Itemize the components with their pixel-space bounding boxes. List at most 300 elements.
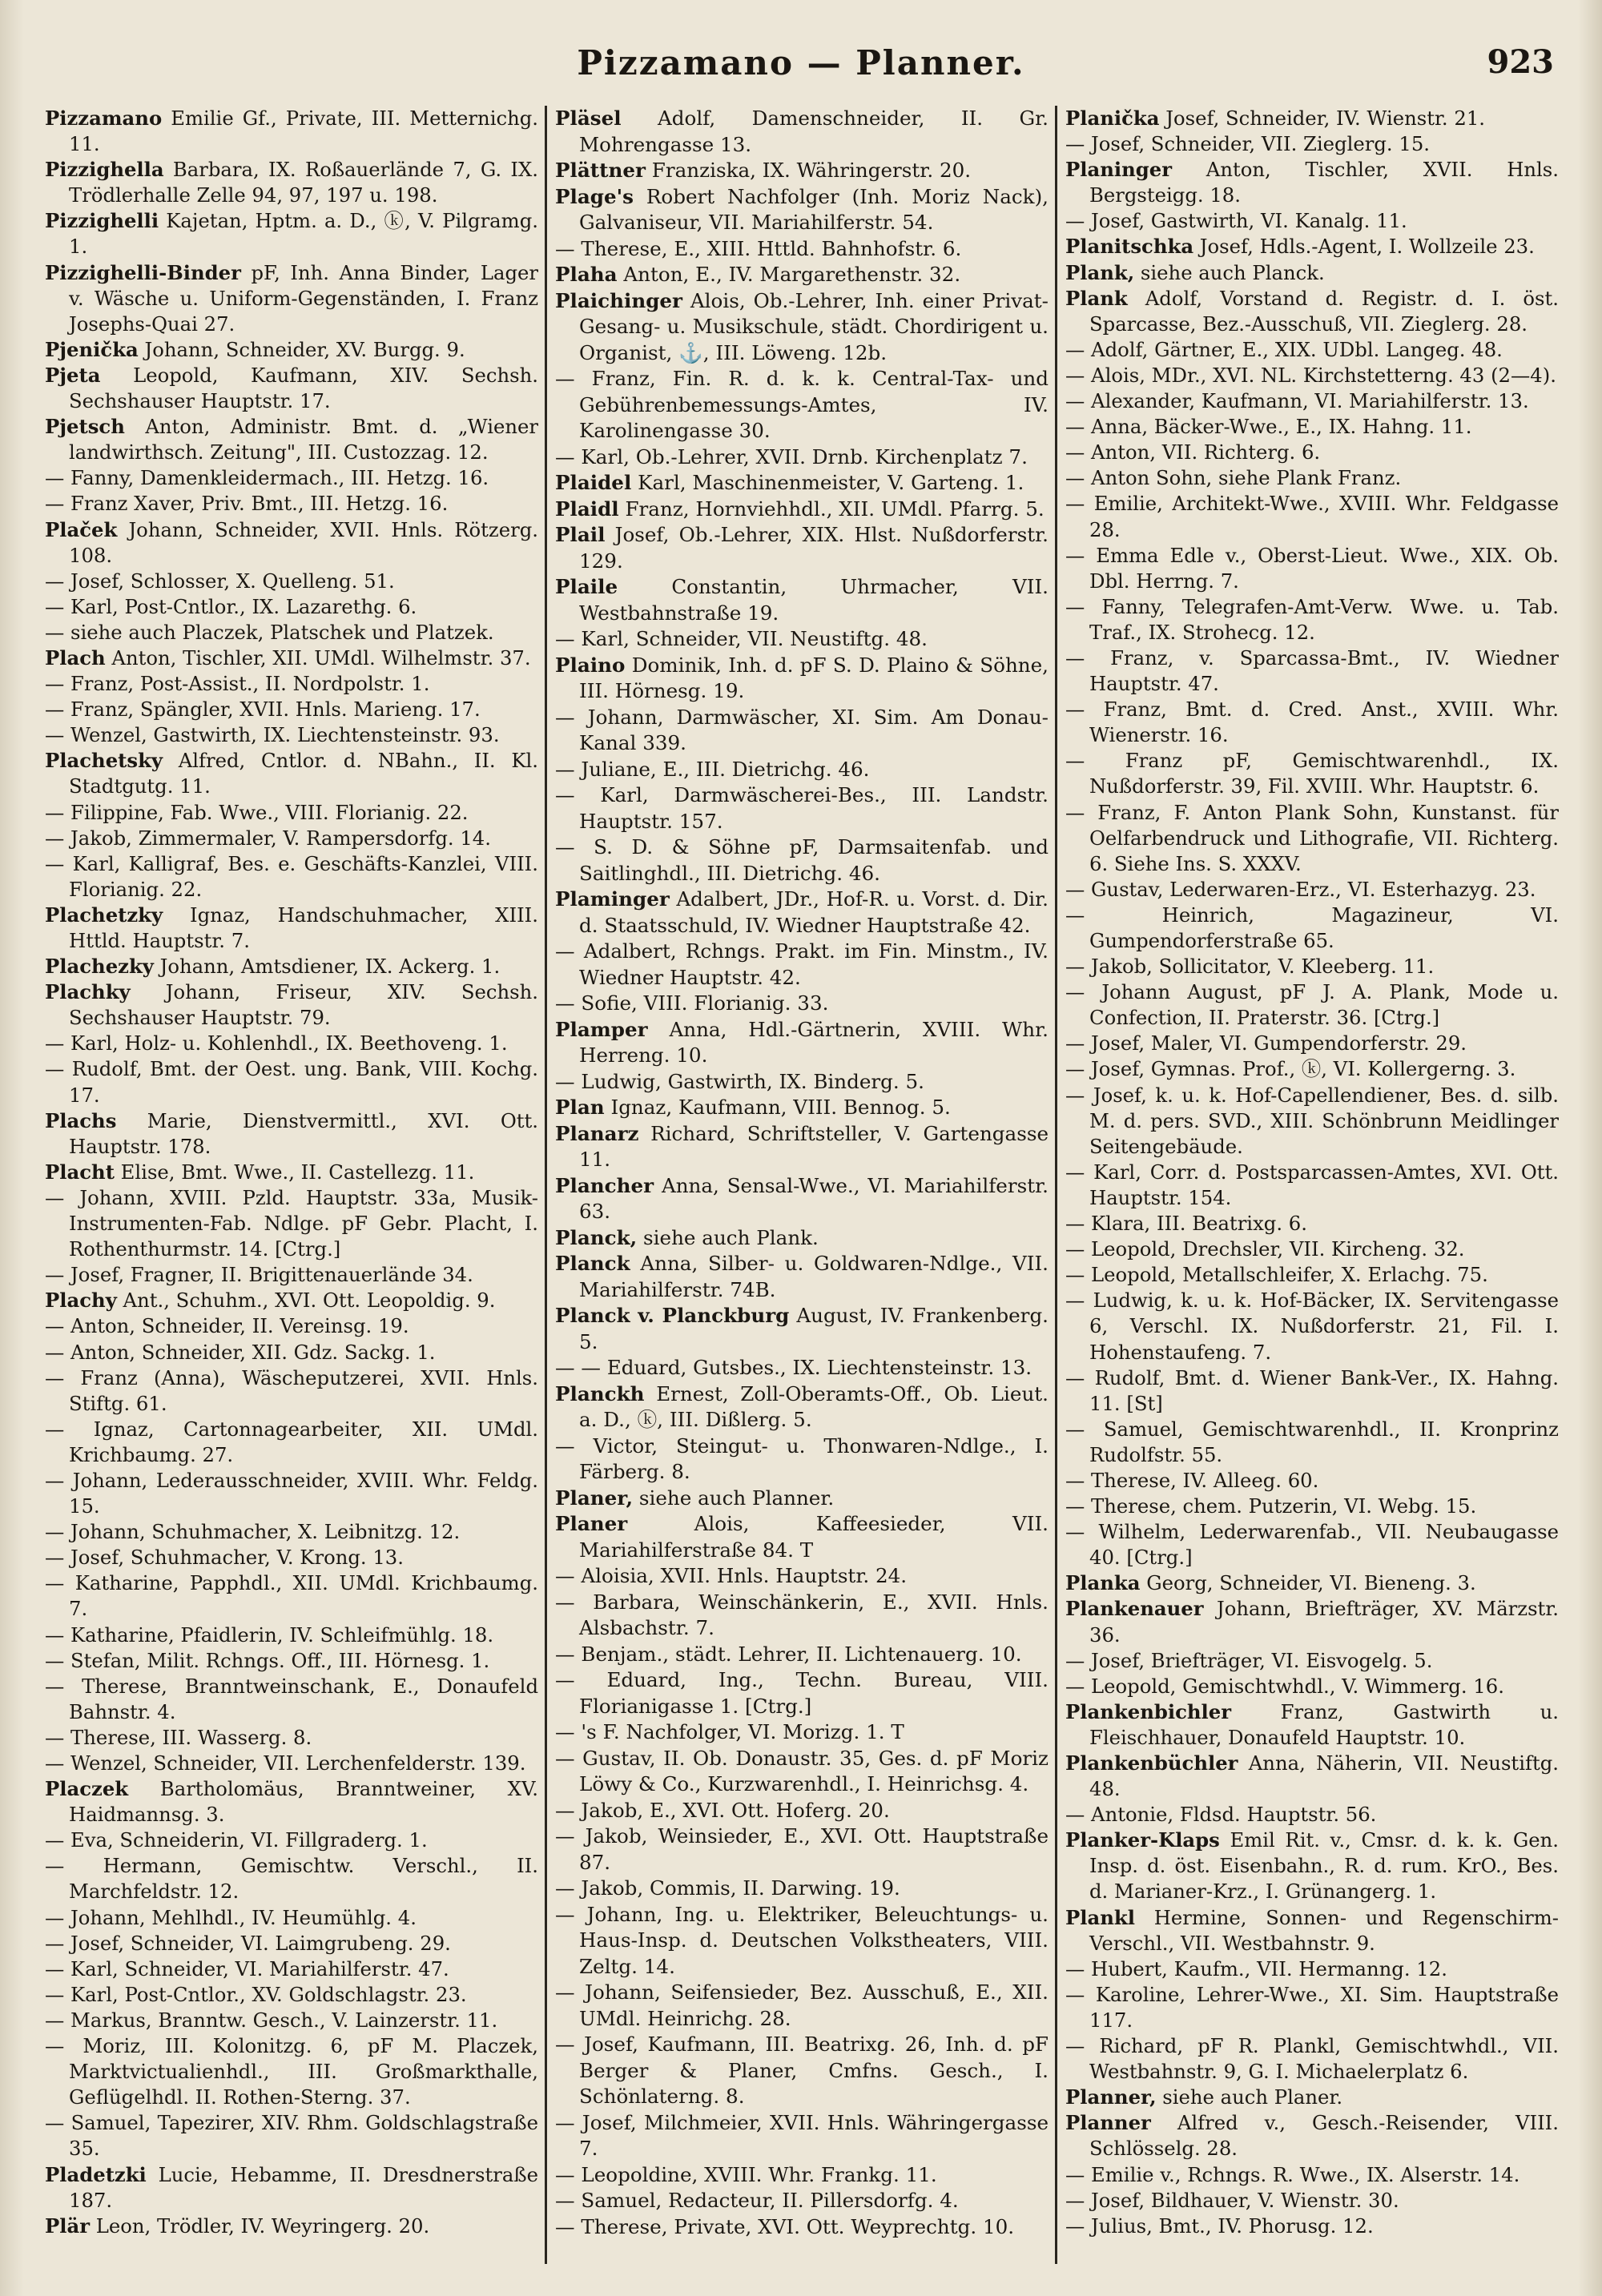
entry-surname: Plachy — [45, 1289, 117, 1313]
directory-entry — [555, 887, 1049, 939]
directory-entry — [1065, 1083, 1559, 1160]
entry-surname: Plachetzky — [45, 903, 163, 927]
directory-entry — [555, 757, 1049, 783]
entry-details: siehe auch Plank. — [637, 1225, 819, 1249]
entry-details: — Josef, Schneider, VI. Laimgrubeng. 29. — [45, 1931, 451, 1955]
entry-details: — Josef, Gastwirth, VI. Kanalg. 11. — [1065, 209, 1407, 233]
directory-entry — [45, 2110, 538, 2161]
directory-entry — [1065, 1956, 1559, 1982]
directory-entry — [45, 851, 538, 903]
entry-details: Alois, Kaffeesieder, VII. Mariahilferstraße 84. T — [579, 1512, 1049, 1562]
directory-entry — [45, 1262, 538, 1288]
entry-details: — Wenzel, Gastwirth, IX. Liechtensteinstr. 93. — [45, 723, 500, 747]
directory-entry — [45, 260, 538, 337]
directory-entry — [1065, 954, 1559, 979]
entry-details: — Karl, Post-Cntlor., XV. Goldschlagstr. 23. — [45, 1982, 467, 2006]
directory-entry — [555, 2110, 1049, 2162]
entry-details: Barbara, IX. Roßauerlände 7, G. IX. Trödlerhalle Zelle 94, 97, 197 u. 198. — [69, 158, 538, 207]
entry-details: — Therese, chem. Putzerin, VI. Webg. 15. — [1065, 1494, 1477, 1518]
entry-surname: Planer — [555, 1512, 628, 1535]
entry-surname: Plankenbüchler — [1065, 1751, 1238, 1775]
entry-surname: Plaminger — [555, 887, 670, 911]
entry-list — [1065, 106, 1559, 2239]
entry-details: Leopold, Kaufmann, XIV. Sechsh. Sechshauser Hauptstr. 17. — [69, 363, 538, 413]
directory-entry — [45, 106, 538, 157]
entry-details: Josef, Schneider, IV. Wienstr. 21. — [1159, 107, 1486, 130]
entry-details: siehe auch Planner. — [633, 1486, 835, 1510]
directory-entry — [555, 1069, 1049, 1096]
entry-details: — Eduard, Ing., Techn. Bureau, VIII. Florianigasse 1. [Ctrg.] — [555, 1668, 1049, 1718]
directory-entry — [45, 1725, 538, 1751]
directory-entry — [1065, 2085, 1559, 2110]
directory-entry — [45, 1776, 538, 1828]
entry-surname: Placzek — [45, 1777, 129, 1801]
directory-entry — [45, 671, 538, 697]
entry-details: — Therese, IV. Alleeg. 60. — [1065, 1468, 1319, 1492]
directory-entry — [45, 2214, 538, 2239]
directory-entry — [1065, 1699, 1559, 1751]
directory-entry — [555, 1590, 1049, 1642]
entry-surname: Plaidl — [555, 497, 619, 521]
entry-details: — Julius, Bmt., IV. Phorusg. 12. — [1065, 2214, 1374, 2238]
directory-entry — [1065, 543, 1559, 594]
directory-entry — [1065, 388, 1559, 414]
directory-entry — [1065, 1905, 1559, 1956]
entry-details: — Emilie, Architekt-Wwe., XVIII. Whr. Feldgasse 28. — [1065, 492, 1559, 541]
entry-details: Ant., Schuhm., XVI. Ott. Leopoldig. 9. — [116, 1289, 496, 1313]
directory-entry — [555, 1303, 1049, 1355]
entry-details: Franz, Gastwirth u. Fleischhauer, Donaufeld Hauptstr. 10. — [1089, 1699, 1559, 1749]
entry-surname: Planker-Klaps — [1065, 1828, 1220, 1852]
entry-details: — Josef, Milchmeier, XVII. Hnls. Währingergasse 7. — [555, 2110, 1049, 2160]
entry-details: — Anton Sohn, siehe Plank Franz. — [1065, 466, 1402, 490]
entry-surname: Plättner — [555, 159, 646, 182]
directory-entry — [1065, 1236, 1559, 1262]
directory-entry — [1065, 2110, 1559, 2161]
entry-details: Franz, Hornviehhdl., XII. UMdl. Pfarrg. 5. — [618, 497, 1045, 521]
entry-surname: Planer, — [555, 1486, 634, 1510]
entry-surname: Planarz — [555, 1121, 639, 1145]
directory-entry — [1065, 131, 1559, 157]
entry-surname: Plank — [1065, 286, 1128, 310]
directory-entry — [45, 491, 538, 517]
entry-details: — Aloisia, XVII. Hnls. Hauptstr. 24. — [555, 1564, 908, 1587]
entry-details: — Therese, E., XIII. Httld. Bahnhofstr. 6. — [555, 236, 962, 260]
entry-details: — Anton, VII. Richterg. 6. — [1065, 440, 1321, 464]
entry-details: — Anton, Schneider, XII. Gdz. Sackg. 1. — [45, 1340, 436, 1364]
directory-entry — [45, 1545, 538, 1570]
entry-surname: Planck v. Planckburg — [555, 1304, 790, 1327]
directory-entry — [1065, 979, 1559, 1031]
directory-entry — [555, 184, 1049, 236]
directory-entry — [1065, 363, 1559, 388]
entry-surname: Plach — [45, 645, 106, 669]
entry-details: — Franz, Post-Assist., II. Nordpolstr. 1. — [45, 672, 430, 696]
running-title: Pizzamano — Planner. — [577, 43, 1025, 82]
directory-entry — [555, 626, 1049, 653]
entry-details: Georg, Schneider, VI. Bieneng. 3. — [1140, 1571, 1476, 1595]
directory-entry — [1065, 1982, 1559, 2033]
directory-entry — [45, 645, 538, 671]
directory-entry — [1065, 1160, 1559, 1211]
entry-details: — Rudolf, Bmt. d. Wiener Bank-Ver., IX. Hahng. 11. [St] — [1065, 1365, 1559, 1415]
entry-surname: Pjeta — [45, 363, 101, 387]
directory-entry — [555, 470, 1049, 497]
column-middle — [545, 106, 1055, 2264]
entry-details: Richard, Schriftsteller, V. Gartengasse 11. — [579, 1121, 1049, 1171]
directory-entry — [555, 2214, 1049, 2241]
directory-entry — [45, 1468, 538, 1519]
directory-entry — [45, 1853, 538, 1904]
directory-entry — [45, 954, 538, 979]
directory-entry — [45, 1417, 538, 1468]
directory-entry — [45, 1160, 538, 1185]
directory-entry — [1065, 260, 1559, 286]
directory-entry — [1065, 1570, 1559, 1596]
directory-entry — [45, 748, 538, 799]
directory-entry — [1065, 1596, 1559, 1647]
directory-entry — [45, 620, 538, 645]
entry-details: — Katharine, Papphdl., XII. UMdl. Krichbaumg. 7. — [45, 1571, 538, 1621]
directory-entry — [1065, 697, 1559, 748]
entry-details: — Adolf, Gärtner, E., XIX. UDbl. Langeg. 48. — [1065, 337, 1503, 361]
entry-surname: Plan — [555, 1096, 605, 1119]
entry-list — [45, 106, 538, 2239]
directory-entry — [555, 1667, 1049, 1719]
entry-details: — Therese, Branntweinschank, E., Donaufeld Bahnstr. 4. — [45, 1674, 538, 1723]
directory-entry — [1065, 2188, 1559, 2214]
entry-details: Bartholomäus, Branntweiner, XV. Haidmannsg. 3. — [69, 1777, 538, 1827]
entry-surname: Plancher — [555, 1173, 654, 1197]
entry-surname: Plankenbichler — [1065, 1699, 1232, 1723]
directory-entry — [1065, 800, 1559, 877]
entry-details: — Josef, Maler, VI. Gumpendorferstr. 29. — [1065, 1031, 1467, 1056]
entry-surname: Planckh — [555, 1381, 645, 1405]
entry-details: — Leopold, Drechsler, VII. Kircheng. 32. — [1065, 1237, 1465, 1261]
directory-entry — [1065, 2214, 1559, 2239]
entry-details: — Anton, Schneider, II. Vereinsg. 19. — [45, 1314, 409, 1338]
directory-entry — [45, 1905, 538, 1931]
entry-details: Adolf, Damenschneider, II. Gr. Mohrengasse 13. — [579, 107, 1049, 156]
directory-entry — [1065, 1494, 1559, 1519]
entry-details: — Samuel, Redacteur, II. Pillersdorfg. 4. — [555, 2189, 959, 2212]
directory-entry — [1065, 645, 1559, 697]
entry-details: — Anna, Bäcker-Wwe., E., IX. Hahng. 11. — [1065, 415, 1472, 439]
directory-entry — [45, 569, 538, 594]
entry-details: — Juliane, E., III. Dietrichg. 46. — [555, 757, 870, 781]
directory-entry — [555, 1121, 1049, 1173]
entry-surname: Placht — [45, 1160, 115, 1184]
entry-details: — Johann, Darmwäscher, XI. Sim. Am Donau-Kanal 339. — [555, 705, 1049, 754]
entry-surname: Plachezky — [45, 955, 154, 979]
entry-surname: Plaha — [555, 263, 618, 286]
entry-details: — Moriz, III. Kolonitzg. 6, pF M. Placzek, Marktvictualienhdl., III. Großmarkthalle, Geflügelhdl. II. Rothen-Sterng. 37. — [45, 2034, 538, 2109]
entry-details: — Karl, Post-Cntlor., IX. Lazarethg. 6. — [45, 594, 417, 618]
directory-entry — [45, 1031, 538, 1056]
directory-entry — [555, 2162, 1049, 2189]
directory-entry — [1065, 1802, 1559, 1828]
directory-entry — [1065, 2162, 1559, 2188]
entry-details: — Alexander, Kaufmann, VI. Mariahilferstr. 13. — [1065, 389, 1529, 413]
directory-entry — [1065, 286, 1559, 337]
entry-list — [555, 106, 1049, 2240]
directory-entry — [1065, 1468, 1559, 1494]
entry-details: — Josef, Fragner, II. Brigittenauerlände 34. — [45, 1263, 473, 1287]
directory-entry — [555, 1824, 1049, 1876]
directory-entry — [1065, 1828, 1559, 1904]
directory-entry — [45, 2008, 538, 2033]
directory-entry — [45, 826, 538, 851]
entry-details: — Jakob, Commis, II. Darwing. 19. — [555, 1876, 900, 1900]
directory-entry — [555, 366, 1049, 444]
entry-details: — Franz, F. Anton Plank Sohn, Kunstanst. für Oelfarbendruck und Lithografie, VII. Richterg. 6. Siehe Ins. S. XXXV. — [1065, 800, 1559, 875]
entry-details: — Johann, Mehlhdl., IV. Heumühlg. 4. — [45, 1905, 417, 1929]
directory-entry — [1065, 234, 1559, 259]
entry-details: Robert Nachfolger (Inh. Moriz Nack), Galvaniseur, VII. Mariahilferstr. 54. — [579, 184, 1049, 234]
directory-entry — [555, 1173, 1049, 1225]
directory-entry — [45, 157, 538, 208]
directory-entry — [555, 1017, 1049, 1069]
directory-entry — [45, 979, 538, 1031]
directory-entry — [1065, 491, 1559, 542]
entry-details: — Ludwig, Gastwirth, IX. Binderg. 5. — [555, 1069, 925, 1093]
directory-entry — [45, 1108, 538, 1160]
entry-details: — Fanny, Telegrafen-Amt-Verw. Wwe. u. Tab. Traf., IX. Strohecg. 12. — [1065, 594, 1559, 644]
directory-entry — [555, 1642, 1049, 1668]
entry-details: Anna, Näherin, VII. Neustiftg. 48. — [1089, 1751, 1559, 1801]
entry-details: Alois, Ob.-Lehrer, Inh. einer Privat-Gesang- u. Musikschule, städt. Chordirigent u. Organist, ⚓, III. Löweng. 12b. — [579, 288, 1049, 364]
entry-details: August, IV. Frankenberg. 5. — [579, 1304, 1049, 1353]
entry-surname: Planinger — [1065, 158, 1173, 182]
entry-surname: Pjetsch — [45, 415, 125, 439]
entry-details: Kajetan, Hptm. a. D., ⓚ, V. Pilgramg. 1. — [69, 209, 538, 259]
directory-entry — [1065, 1031, 1559, 1056]
entry-details: — Wenzel, Schneider, VII. Lerchenfelderstr. 139. — [45, 1751, 526, 1775]
entry-details: Emilie Gf., Private, III. Metternichg. 11. — [69, 107, 538, 156]
entry-details: — Barbara, Weinschänkerin, E., XVII. Hnls. Alsbachstr. 7. — [555, 1590, 1049, 1639]
entry-details: — Karoline, Lehrer-Wwe., XI. Sim. Hauptstraße 117. — [1065, 1982, 1559, 2032]
entry-details: Johann, Friseur, XIV. Sechsh. Sechshauser Hauptstr. 79. — [69, 980, 538, 1030]
directory-entry — [555, 2032, 1049, 2110]
entry-details: Johann, Schneider, XVII. Hnls. Rötzerg. 108. — [69, 517, 538, 567]
entry-surname: Plank, — [1065, 260, 1135, 284]
entry-surname: Plachetsky — [45, 749, 163, 773]
entry-details: Dominik, Inh. d. pF S. D. Plaino & Söhne, III. Hörnesg. 19. — [579, 653, 1049, 702]
entry-surname: Planner — [1065, 2111, 1151, 2135]
directory-entry — [1065, 748, 1559, 799]
entry-details: Adolf, Vorstand d. Registr. d. I. öst. Sparcasse, Bez.-Ausschuß, VII. Zieglerg. 28. — [1089, 286, 1559, 336]
directory-entry — [555, 158, 1049, 184]
page-header — [0, 43, 1602, 99]
entry-details: — Sofie, VIII. Florianig. 33. — [555, 991, 829, 1015]
entry-details: Johann, Amtsdiener, IX. Ackerg. 1. — [153, 955, 501, 979]
entry-details: — Therese, III. Wasserg. 8. — [45, 1725, 312, 1749]
entry-details: — Josef, Schlosser, X. Quelleng. 51. — [45, 569, 395, 593]
directory-entry — [555, 288, 1049, 367]
directory-entry — [555, 834, 1049, 887]
directory-entry — [555, 1225, 1049, 1252]
entry-details: Adalbert, JDr., Hof-R. u. Vorst. d. Dir. d. Staatsschuld, IV. Wiedner Hauptstraße 42. — [579, 887, 1049, 937]
entry-surname: Pizzighelli-Binder — [45, 260, 241, 284]
entry-details: — Josef, k. u. k. Hof-Capellendiener, Bes. d. silb. M. d. pers. SVD., XIII. Schönbrunn Meidlinger Seitengebäude. — [1065, 1083, 1559, 1158]
entry-surname: Plail — [555, 523, 606, 546]
directory-entry — [555, 1251, 1049, 1303]
entry-details: Josef, Ob.-Lehrer, XIX. Hlst. Nußdorferstr. 129. — [579, 523, 1049, 573]
entry-surname: Plaidel — [555, 471, 632, 494]
directory-entry — [555, 1563, 1049, 1590]
directory-entry — [45, 1365, 538, 1417]
entry-details: — Karl, Darmwäscherei-Bes., III. Landstr. Hauptstr. 157. — [555, 783, 1049, 833]
directory-entry — [555, 991, 1049, 1017]
directory-entry — [555, 444, 1049, 471]
directory-entry — [555, 497, 1049, 523]
directory-entry — [45, 208, 538, 259]
directory-entry — [555, 1486, 1049, 1512]
entry-details: — Leopold, Metallschleifer, X. Erlachg. 75. — [1065, 1263, 1488, 1287]
directory-entry — [45, 2162, 538, 2214]
directory-entry — [1065, 1417, 1559, 1468]
entry-details: — Karl, Schneider, VI. Mariahilferstr. 47. — [45, 1956, 449, 1980]
directory-entry — [1065, 1751, 1559, 1802]
entry-details: — Heinrich, Magazineur, VI. Gumpendorferstraße 65. — [1065, 903, 1559, 952]
directory-entry — [555, 939, 1049, 991]
directory-entry — [555, 653, 1049, 705]
entry-details: — Samuel, Gemischtwarenhdl., II. Kronprinz Rudolfstr. 55. — [1065, 1417, 1559, 1466]
directory-entry — [555, 1798, 1049, 1824]
entry-details: — Gustav, II. Ob. Donaustr. 35, Ges. d. pF Moriz Löwy & Co., Kurzwarenhdl., I. Heinrichsg. 4. — [555, 1746, 1049, 1795]
entry-details: — Josef, Bildhauer, V. Wienstr. 30. — [1065, 2188, 1399, 2212]
directory-entry — [1065, 465, 1559, 491]
entry-details: — Johann, XVIII. Pzld. Hauptstr. 33a, Musik-Instrumenten-Fab. Ndlge. pF Gebr. Placht, I. Rothenthurmstr. 14. [Ctrg.] — [45, 1185, 538, 1261]
directory-entry — [45, 465, 538, 491]
directory-entry — [555, 106, 1049, 158]
directory-entry — [1065, 1211, 1559, 1236]
entry-details: — Klara, III. Beatrixg. 6. — [1065, 1212, 1307, 1236]
directory-entry — [555, 1355, 1049, 1381]
directory-entry — [45, 722, 538, 748]
directory-entry — [555, 236, 1049, 263]
directory-entry — [1065, 594, 1559, 645]
directory-entry — [555, 1876, 1049, 1902]
directory-entry — [45, 800, 538, 826]
directory-entry — [45, 2033, 538, 2110]
entry-details: — Wilhelm, Lederwarenfab., VII. Neubaugasse 40. [Ctrg.] — [1065, 1520, 1559, 1570]
entry-details: Elise, Bmt. Wwe., II. Castellezg. 11. — [114, 1160, 475, 1184]
entry-details: — Franz pF, Gemischtwarenhdl., IX. Nußdorferstr. 39, Fil. XVIII. Whr. Hauptstr. 6. — [1065, 749, 1559, 798]
entry-surname: Plaček — [45, 517, 118, 541]
directory-entry — [555, 1095, 1049, 1121]
column-right — [1055, 106, 1565, 2264]
directory-entry — [555, 1902, 1049, 1980]
directory-entry — [45, 1828, 538, 1853]
directory-entry — [1065, 1056, 1559, 1082]
entry-details: — Richard, pF R. Plankl, Gemischtwhdl., VII. Westbahnstr. 9, G. I. Michaelerplatz 6. — [1065, 2034, 1559, 2084]
directory-entry — [555, 262, 1049, 288]
entry-details: — Alois, MDr., XVI. NL. Kirchstetterng. 43 (2—4). — [1065, 363, 1556, 387]
directory-entry — [45, 337, 538, 363]
entry-details: — Eva, Schneiderin, VI. Fillgraderg. 1. — [45, 1828, 428, 1852]
directory-entry — [1065, 2033, 1559, 2085]
entry-details: — Jakob, E., XVI. Ott. Hoferg. 20. — [555, 1798, 890, 1822]
entry-surname: Pizzighelli — [45, 209, 159, 233]
directory-entry — [1065, 877, 1559, 903]
directory-entry — [1065, 157, 1559, 208]
entry-surname: Plaile — [555, 575, 618, 598]
entry-details: — Filippine, Fab. Wwe., VIII. Florianig. 22. — [45, 800, 469, 824]
directory-entry — [45, 1056, 538, 1108]
directory-entry — [45, 594, 538, 620]
entry-details: — Josef, Schneider, VII. Zieglerg. 15. — [1065, 132, 1431, 156]
entry-surname: Plachs — [45, 1108, 117, 1132]
entry-details: Johann, Schneider, XV. Burgg. 9. — [138, 337, 465, 361]
entry-surname: Planička — [1065, 107, 1160, 130]
entry-details: — Johann, Seifensieder, Bez. Ausschuß, E., XII. UMdl. Heinrichg. 28. — [555, 1980, 1049, 2030]
directory-entry — [45, 1982, 538, 2008]
directory-entry — [45, 1313, 538, 1339]
directory-entry — [1065, 903, 1559, 954]
entry-details: — Adalbert, Rchngs. Prakt. im Fin. Minstm., IV. Wiedner Hauptstr. 42. — [555, 939, 1049, 989]
directory-entry — [45, 697, 538, 722]
entry-details: — Karl, Kalligraf, Bes. e. Geschäfts-Kanzlei, VIII. Florianig. 22. — [45, 851, 538, 901]
directory-entry — [45, 1674, 538, 1725]
entry-surname: Plamper — [555, 1017, 648, 1041]
entry-details: Ignaz, Kaufmann, VIII. Bennog. 5. — [604, 1096, 951, 1119]
entry-details: — Antonie, Fldsd. Hauptstr. 56. — [1065, 1803, 1377, 1827]
directory-entry — [555, 1511, 1049, 1563]
entry-surname: Plankenauer — [1065, 1597, 1204, 1621]
directory-entry — [45, 903, 538, 954]
entry-surname: Pjenička — [45, 337, 139, 361]
entry-details: — Markus, Branntw. Gesch., V. Lainzerstr. 11. — [45, 2008, 498, 2032]
entry-details: — Franz, Fin. R. d. k. k. Central-Tax- und Gebührenbemessungs-Amtes, IV. Karolinengasse 30. — [555, 367, 1049, 442]
entry-details: Marie, Dienstvermittl., XVI. Ott. Hauptstr. 178. — [69, 1108, 538, 1158]
entry-details: Anton, Administr. Bmt. d. „Wiener landwirthsch. Zeitung", III. Custozzag. 12. — [69, 415, 538, 464]
directory-entry — [45, 363, 538, 414]
entry-details: — Josef, Briefträger, VI. Eisvogelg. 5. — [1065, 1648, 1433, 1672]
entry-details: — Franz (Anna), Wäscheputzerei, XVII. Hnls. Stiftg. 61. — [45, 1365, 538, 1415]
entry-details: Josef, Hdls.-Agent, I. Wollzeile 23. — [1193, 235, 1535, 259]
entry-details: — Jakob, Sollicitator, V. Kleeberg. 11. — [1065, 955, 1435, 979]
directory-entry — [1065, 337, 1559, 363]
entry-surname: Pläsel — [555, 107, 622, 130]
directory-entry — [1065, 1288, 1559, 1365]
entry-details: — Karl, Schneider, VII. Neustiftg. 48. — [555, 627, 928, 650]
entry-details: — Emilie v., Rchngs. R. Wwe., IX. Alserstr. 14. — [1065, 2162, 1520, 2186]
directory-entry — [45, 1185, 538, 1262]
directory-entry — [45, 1288, 538, 1313]
directory-entry — [45, 1570, 538, 1622]
directory-entry — [45, 1622, 538, 1648]
entry-surname: Plage's — [555, 184, 634, 208]
entry-details: — siehe auch Placzek, Platschek und Platzek. — [45, 620, 494, 644]
directory-entry — [555, 705, 1049, 757]
entry-details: Constantin, Uhrmacher, VII. Westbahnstraße 19. — [579, 575, 1049, 625]
entry-details: — Karl, Holz- u. Kohlenhdl., IX. Beethoveng. 1. — [45, 1031, 508, 1056]
entry-surname: Plaichinger — [555, 288, 682, 312]
entry-details: — Samuel, Tapezirer, XIV. Rhm. Goldschlagstraße 35. — [45, 2111, 538, 2161]
directory-entry — [1065, 1674, 1559, 1699]
entry-details: — Johann, Schuhmacher, X. Leibnitzg. 12. — [45, 1520, 461, 1544]
entry-details: — Leopold, Gemischtwhdl., V. Wimmerg. 16. — [1065, 1674, 1504, 1698]
entry-details: — Hermann, Gemischtw. Verschl., II. Marchfeldstr. 12. — [45, 1854, 538, 1904]
entry-details: — Johann, Ing. u. Elektriker, Beleuchtungs- u. Haus-Insp. d. Deutschen Volkstheaters, VIII. Zeltg. 14. — [555, 1902, 1049, 1978]
entry-details: Alfred, Cntlor. d. NBahn., II. Kl. Stadtgutg. 11. — [69, 749, 538, 798]
entry-details: siehe auch Planck. — [1134, 260, 1325, 284]
entry-details: — Johann August, pF J. A. Plank, Mode u. Confection, II. Praterstr. 36. [Ctrg.] — [1065, 980, 1559, 1030]
entry-details: Ignaz, Handschuhmacher, XIII. Httld. Hauptstr. 7. — [69, 903, 538, 952]
entry-details: — Jakob, Weinsieder, E., XVI. Ott. Hauptstraße 87. — [555, 1824, 1049, 1874]
directory-entry — [45, 414, 538, 465]
